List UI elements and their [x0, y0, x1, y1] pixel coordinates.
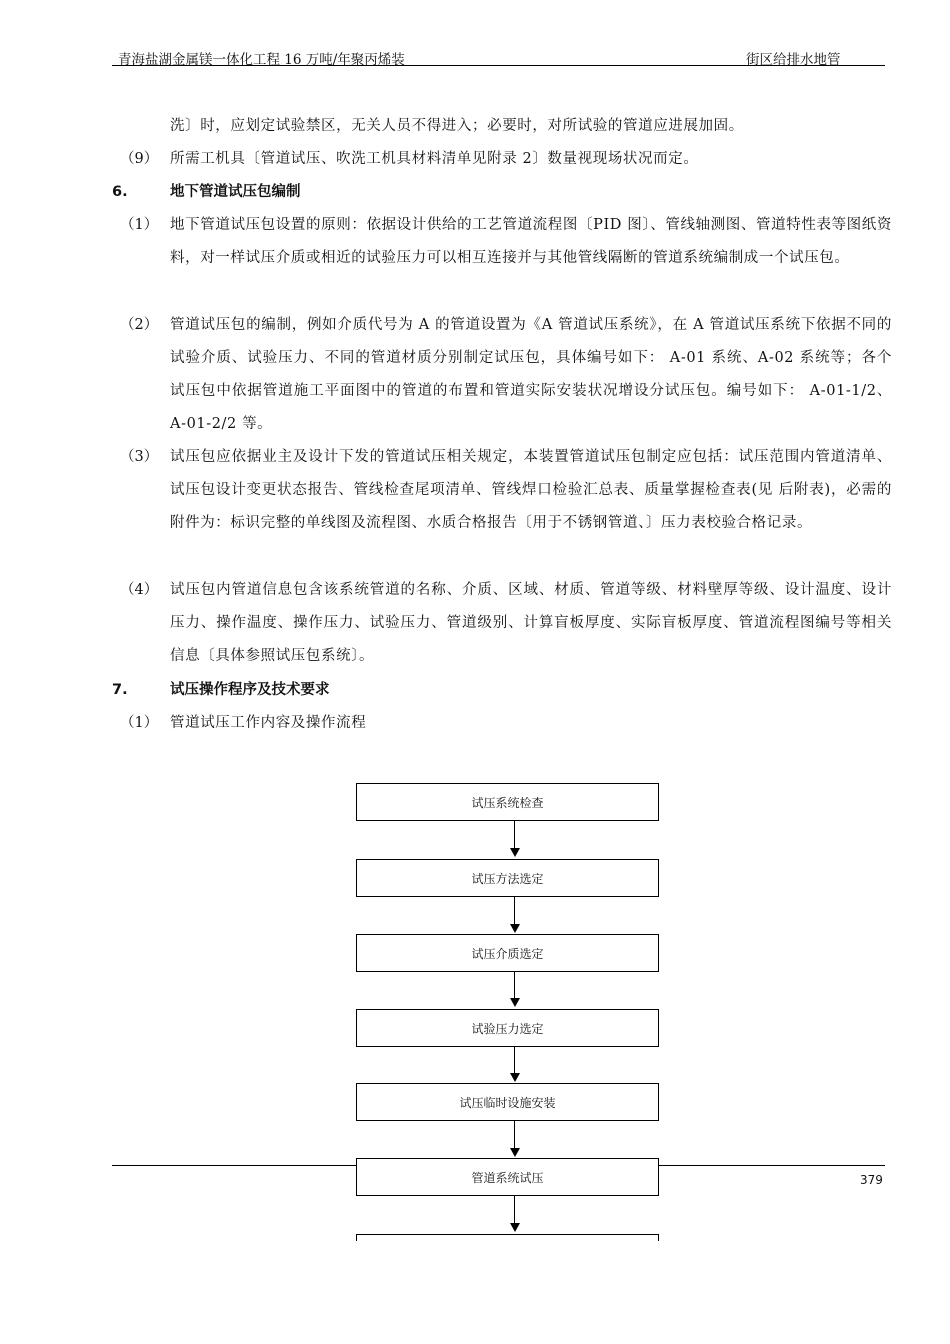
paragraph-number: （3） — [120, 449, 159, 465]
paragraph-6-3 — [112, 441, 892, 540]
heading-number: 7. — [112, 682, 128, 698]
flow-step-pressure-selection: 试验压力选定 — [356, 1009, 659, 1047]
header-left-title: 青海盐湖金属镁一体化工程 16 万吨/年聚丙烯装 — [118, 52, 405, 68]
page-number: 379 — [860, 1173, 883, 1187]
paragraph-text: 试压包内管道信息包含该系统管道的名称、介质、区域、材质、管道等级、材料壁厚等级、设计温度、设计压力、操作温度、操作压力、试验压力、管道级别、计算盲板厚度、实际盲板厚度、管道流程图编号等相关信息〔具体参照试压包系统〕。 — [170, 582, 892, 664]
flow-arrow-shaft — [514, 972, 515, 998]
paragraph-continuation — [112, 110, 892, 143]
header-right-title: 街区给排水地管 — [746, 52, 841, 68]
paragraph-text: 所需工机具〔管道试压、吹洗工机具材料清单见附录 2〕数量视现场状况而定。 — [170, 151, 699, 167]
paragraph-text: 试压包应依据业主及设计下发的管道试压相关规定，本装置管道试压包制定应包括：试压范围内管道清单、试压包设计变更状态报告、管线检查尾项清单、管线焊口检验汇总表、质量掌握检查表(见 后附表)，必需的附件为：标识完整的单线图及流程图、水质合格报告〔用于不锈钢管道、〕压力表校验合格记录。 — [170, 449, 892, 531]
flow-step-medium-selection: 试压介质选定 — [356, 934, 659, 972]
paragraph-item-9 — [112, 143, 892, 176]
paragraph-6-4 — [112, 574, 892, 673]
paragraph-text: 地下管道试压包设置的原则：依据设计供给的工艺管道流程图〔PID 图〕、管线轴测图、管道特性表等图纸资料，对一样试压介质或相近的试验压力可以相互连接并与其他管线隔断的管道系统编制成一个试压包。 — [170, 217, 892, 266]
paragraph-number: （1） — [120, 715, 159, 731]
flow-arrow-head — [510, 924, 520, 933]
paragraph-text: 洗〕时，应划定试验禁区，无关人员不得进入；必要时，对所试验的管道应进展加固。 — [170, 118, 744, 134]
flow-arrow-shaft — [514, 897, 515, 924]
heading-number: 6. — [112, 184, 128, 200]
flow-arrow-head — [510, 848, 520, 857]
flow-arrow-head — [510, 1148, 520, 1157]
flow-arrow-head — [510, 1073, 520, 1082]
flow-arrow-head — [510, 1223, 520, 1232]
flow-step-temporary-facility-install: 试压临时设施安装 — [356, 1083, 659, 1121]
flow-arrow-head — [510, 998, 520, 1007]
paragraph-7-1 — [112, 707, 892, 740]
paragraph-6-1 — [112, 209, 892, 275]
flow-step-system-pressure-test: 管道系统试压 — [356, 1158, 659, 1196]
paragraph-number: （1） — [120, 217, 159, 233]
heading-text: 地下管道试压包编制 — [170, 184, 301, 200]
flow-step-system-check: 试压系统检查 — [356, 783, 659, 821]
heading-text: 试压操作程序及技术要求 — [170, 682, 330, 698]
page-bottom-blank — [0, 1241, 950, 1344]
paragraph-6-2 — [112, 309, 892, 441]
flow-arrow-shaft — [514, 821, 515, 848]
flow-arrow-shaft — [514, 1196, 515, 1223]
paragraph-number: （2） — [120, 317, 159, 333]
paragraph-number: （4） — [120, 582, 159, 598]
paragraph-text: 管道试压包的编制，例如介质代号为 A 的管道设置为《A 管道试压系统》，在 A 管道试压系统下依据不同的试验介质、试验压力、不同的管道材质分别制定试压包，具体编号如下： A-01 系统、A-02 系统等；各个试压包中依据管道施工平面图中的管道的布置和管道实际安装状况增设分试压包。编号如下： A-01-1/2、A-01-2/2 等。 — [170, 317, 892, 432]
header-rule — [112, 65, 885, 66]
paragraph-text: 管道试压工作内容及操作流程 — [170, 715, 367, 731]
paragraph-number: （9） — [120, 151, 159, 167]
flow-arrow-shaft — [514, 1047, 515, 1073]
flow-arrow-shaft — [514, 1121, 515, 1148]
flow-step-method-selection: 试压方法选定 — [356, 859, 659, 897]
